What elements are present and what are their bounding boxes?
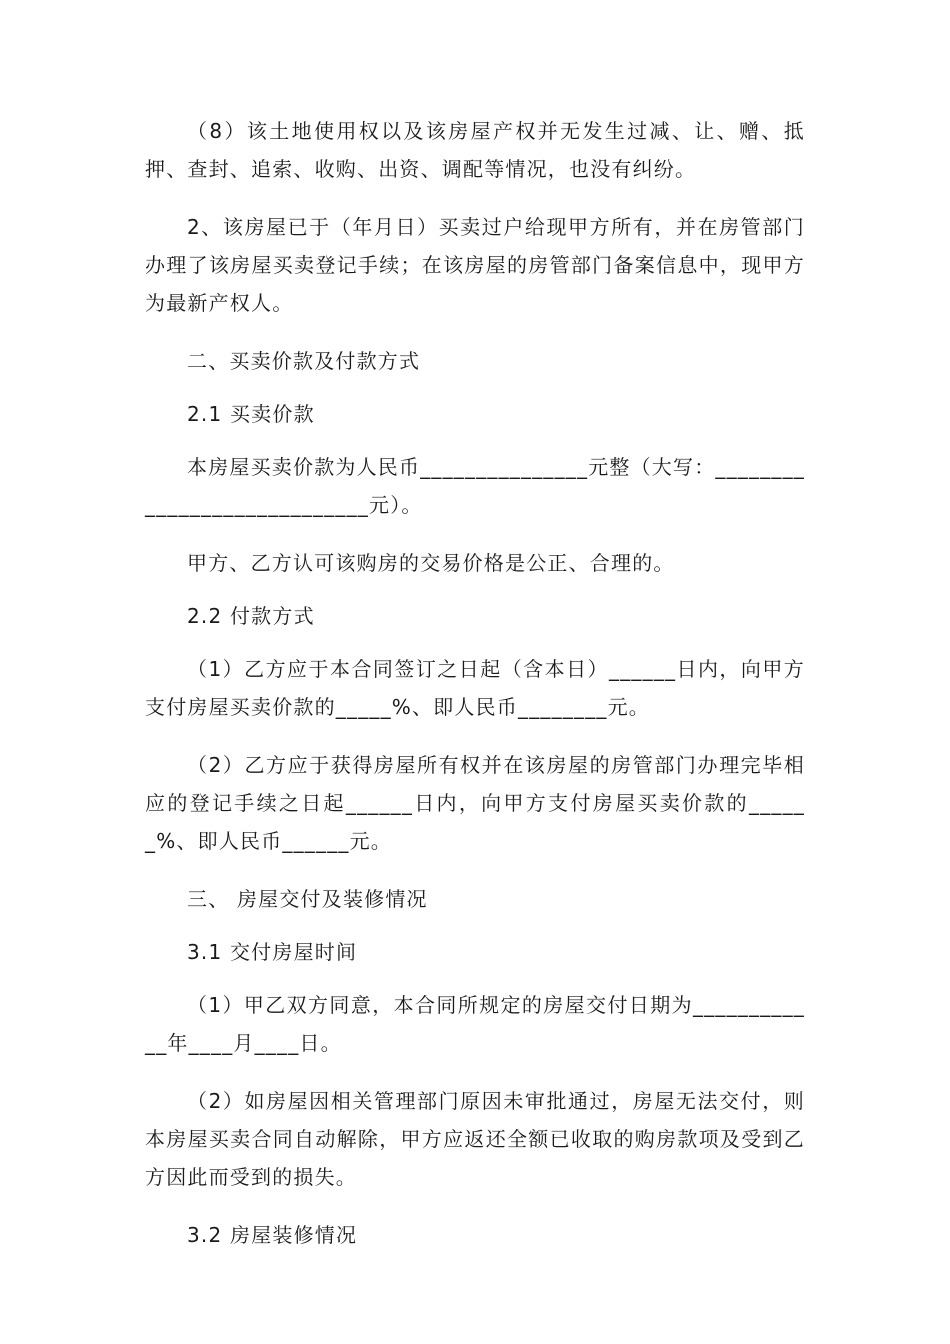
payment-term-1: （1）乙方应于本合同签订之日起（含本日）______日内，向甲方支付房屋买卖价款的_____%、即人民币________元。 — [145, 657, 805, 719]
subsection-3-2-heading: 3.2 房屋装修情况 — [187, 1223, 358, 1247]
section-2-heading: 二、买卖价款及付款方式 — [187, 349, 421, 373]
subsection-2-2-heading: 2.2 付款方式 — [187, 604, 315, 628]
section-3-heading: 三、 房屋交付及装修情况 — [187, 887, 428, 911]
clause-2-transfer: 2、该房屋已于（年月日）买卖过户给现甲方所有，并在房管部门办理了该房屋买卖登记手续；在该房屋的房管部门备案信息中，现甲方为最新产权人。 — [145, 215, 805, 315]
subsection-2-1-heading: 2.1 买卖价款 — [187, 402, 315, 426]
delivery-term-2: （2）如房屋因相关管理部门原因未审批通过，房屋无法交付，则本房屋买卖合同自动解除，甲方应返还全额已收取的购房款项及受到乙方因此而受到的损失。 — [145, 1089, 805, 1189]
clause-8-no-disputes: （8）该土地使用权以及该房屋产权并无发生过减、让、赠、抵押、查封、追索、收购、出资、调配等情况，也没有纠纷。 — [145, 119, 805, 181]
payment-term-2: （2）乙方应于获得房屋所有权并在该房屋的房管部门办理完毕相应的登记手续之日起______日内，向甲方支付房屋买卖价款的______%、即人民币______元。 — [145, 753, 805, 853]
purchase-price-text: 本房屋买卖价款为人民币_______________元整（大写：____________________________元）。 — [145, 455, 805, 517]
price-agreement-text: 甲方、乙方认可该购房的交易价格是公正、合理的。 — [187, 551, 675, 575]
delivery-term-1: （1）甲乙双方同意，本合同所规定的房屋交付日期为____________年____月____日。 — [145, 993, 805, 1055]
document-page — [145, 112, 805, 1254]
subsection-3-1-heading: 3.1 交付房屋时间 — [187, 940, 358, 964]
